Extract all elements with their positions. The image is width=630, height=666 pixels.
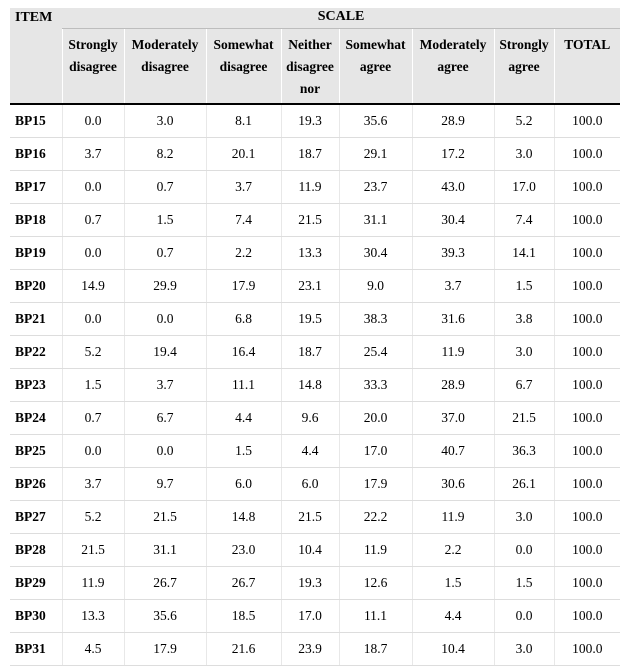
- percent-cell: 23.0: [206, 534, 281, 567]
- total-cell: 100.0: [554, 369, 620, 402]
- total-cell: 100.0: [554, 303, 620, 336]
- percent-cell: 17.0: [281, 600, 339, 633]
- row-item-label: BP23: [10, 369, 62, 402]
- total-cell: 100.0: [554, 501, 620, 534]
- percent-cell: 30.4: [412, 204, 494, 237]
- percent-cell: 23.9: [281, 633, 339, 666]
- percent-cell: 23.1: [281, 270, 339, 303]
- percent-cell: 22.2: [339, 501, 412, 534]
- percent-cell: 3.0: [494, 633, 554, 666]
- percent-cell: 3.7: [62, 138, 124, 171]
- percent-cell: 21.5: [281, 501, 339, 534]
- percent-cell: 10.4: [281, 534, 339, 567]
- percent-cell: 0.7: [124, 171, 206, 204]
- percent-cell: 18.5: [206, 600, 281, 633]
- percent-cell: 5.2: [62, 336, 124, 369]
- percent-cell: 31.6: [412, 303, 494, 336]
- row-item-label: BP18: [10, 204, 62, 237]
- scale-column-header: [494, 29, 554, 105]
- row-item-label: BP26: [10, 468, 62, 501]
- column-header-line: agree: [437, 59, 469, 74]
- table-row: [10, 104, 620, 138]
- row-item-label: BP29: [10, 567, 62, 600]
- percent-cell: 39.3: [412, 237, 494, 270]
- scale-column-header: [412, 29, 494, 105]
- percent-cell: 14.9: [62, 270, 124, 303]
- percent-cell: 11.1: [339, 600, 412, 633]
- percent-cell: 37.0: [412, 402, 494, 435]
- row-item-label: BP16: [10, 138, 62, 171]
- total-cell: 100.0: [554, 204, 620, 237]
- table-row: [10, 237, 620, 270]
- table-body: [10, 104, 620, 666]
- table-row: [10, 402, 620, 435]
- total-cell: 100.0: [554, 633, 620, 666]
- percent-cell: 8.1: [206, 104, 281, 138]
- column-header-line: disagree: [141, 59, 189, 74]
- percent-cell: 30.6: [412, 468, 494, 501]
- percent-cell: 0.0: [124, 303, 206, 336]
- row-item-label: BP20: [10, 270, 62, 303]
- percent-cell: 1.5: [494, 270, 554, 303]
- column-header-line: Somewhat: [213, 37, 274, 52]
- percent-cell: 14.8: [281, 369, 339, 402]
- percent-cell: 0.7: [62, 402, 124, 435]
- column-header-line: Neither: [288, 37, 332, 52]
- percent-cell: 2.2: [412, 534, 494, 567]
- row-item-label: BP22: [10, 336, 62, 369]
- table-row: [10, 303, 620, 336]
- percent-cell: 17.0: [494, 171, 554, 204]
- percent-cell: 1.5: [62, 369, 124, 402]
- column-header-line: Strongly: [499, 37, 549, 52]
- percent-cell: 3.7: [62, 468, 124, 501]
- row-item-label: BP17: [10, 171, 62, 204]
- table-row: [10, 435, 620, 468]
- table-row: [10, 600, 620, 633]
- table-row: [10, 369, 620, 402]
- percent-cell: 2.2: [206, 237, 281, 270]
- item-column-header: ITEM: [10, 8, 62, 104]
- percent-cell: 4.4: [412, 600, 494, 633]
- percent-cell: 0.0: [124, 435, 206, 468]
- percent-cell: 10.4: [412, 633, 494, 666]
- percent-cell: 0.0: [62, 237, 124, 270]
- percent-cell: 3.8: [494, 303, 554, 336]
- scale-column-header: [554, 29, 620, 105]
- percent-cell: 33.3: [339, 369, 412, 402]
- column-header-line: Strongly: [68, 37, 118, 52]
- table-row: [10, 171, 620, 204]
- percent-cell: 11.9: [281, 171, 339, 204]
- percent-cell: 17.0: [339, 435, 412, 468]
- column-header-line: nor: [299, 81, 321, 96]
- percent-cell: 5.2: [494, 104, 554, 138]
- percent-cell: 30.4: [339, 237, 412, 270]
- percent-cell: 0.0: [62, 303, 124, 336]
- percent-cell: 3.0: [494, 501, 554, 534]
- table-row: [10, 270, 620, 303]
- percent-cell: 0.0: [62, 435, 124, 468]
- percent-cell: 18.7: [281, 336, 339, 369]
- row-item-label: BP27: [10, 501, 62, 534]
- percent-cell: 40.7: [412, 435, 494, 468]
- scale-column-header: [281, 29, 339, 105]
- total-cell: 100.0: [554, 567, 620, 600]
- total-cell: 100.0: [554, 468, 620, 501]
- total-cell: 100.0: [554, 104, 620, 138]
- table-row: [10, 534, 620, 567]
- total-cell: 100.0: [554, 270, 620, 303]
- percent-cell: 26.7: [124, 567, 206, 600]
- percent-cell: 6.8: [206, 303, 281, 336]
- percent-cell: 0.7: [124, 237, 206, 270]
- percent-cell: 35.6: [124, 600, 206, 633]
- total-cell: 100.0: [554, 138, 620, 171]
- percent-cell: 17.9: [124, 633, 206, 666]
- row-item-label: BP15: [10, 104, 62, 138]
- percent-cell: 29.1: [339, 138, 412, 171]
- percent-cell: 25.4: [339, 336, 412, 369]
- scale-group-header: SCALE: [62, 8, 620, 29]
- percent-cell: 1.5: [494, 567, 554, 600]
- percent-cell: 18.7: [281, 138, 339, 171]
- percent-cell: 35.6: [339, 104, 412, 138]
- percent-cell: 19.5: [281, 303, 339, 336]
- percent-cell: 14.8: [206, 501, 281, 534]
- row-item-label: BP24: [10, 402, 62, 435]
- percent-cell: 9.6: [281, 402, 339, 435]
- percent-cell: 11.9: [62, 567, 124, 600]
- table-row: [10, 501, 620, 534]
- percent-cell: 31.1: [124, 534, 206, 567]
- percent-cell: 13.3: [62, 600, 124, 633]
- percent-cell: 21.5: [494, 402, 554, 435]
- column-header-line: agree: [359, 59, 392, 74]
- percent-cell: 16.4: [206, 336, 281, 369]
- scale-column-header: [339, 29, 412, 105]
- percent-cell: 17.9: [339, 468, 412, 501]
- scale-column-header: [62, 29, 124, 105]
- row-item-label: BP30: [10, 600, 62, 633]
- percent-cell: 11.1: [206, 369, 281, 402]
- column-header-line: Moderately: [131, 37, 199, 52]
- percent-cell: 29.9: [124, 270, 206, 303]
- row-item-label: BP25: [10, 435, 62, 468]
- percent-cell: 28.9: [412, 369, 494, 402]
- percent-cell: 6.0: [281, 468, 339, 501]
- percent-cell: 3.0: [494, 336, 554, 369]
- percent-cell: 9.0: [339, 270, 412, 303]
- percent-cell: 1.5: [206, 435, 281, 468]
- table-row: [10, 567, 620, 600]
- percent-cell: 4.5: [62, 633, 124, 666]
- total-cell: 100.0: [554, 600, 620, 633]
- row-item-label: BP28: [10, 534, 62, 567]
- percent-cell: 0.0: [494, 600, 554, 633]
- scale-column-headers: [10, 29, 620, 105]
- percent-cell: 5.2: [62, 501, 124, 534]
- percent-cell: 18.7: [339, 633, 412, 666]
- percent-cell: 20.1: [206, 138, 281, 171]
- percent-cell: 38.3: [339, 303, 412, 336]
- percent-cell: 17.2: [412, 138, 494, 171]
- percent-cell: 23.7: [339, 171, 412, 204]
- column-header-line: disagree: [219, 59, 268, 74]
- total-cell: 100.0: [554, 336, 620, 369]
- percent-cell: 26.7: [206, 567, 281, 600]
- column-header-line: TOTAL: [564, 37, 611, 52]
- scale-column-header: [206, 29, 281, 105]
- percent-cell: 26.1: [494, 468, 554, 501]
- percent-cell: 28.9: [412, 104, 494, 138]
- table-row: [10, 633, 620, 666]
- percent-cell: 43.0: [412, 171, 494, 204]
- percent-cell: 3.7: [206, 171, 281, 204]
- percent-cell: 3.0: [494, 138, 554, 171]
- percent-cell: 7.4: [206, 204, 281, 237]
- row-item-label: BP19: [10, 237, 62, 270]
- row-item-label: BP21: [10, 303, 62, 336]
- percent-cell: 14.1: [494, 237, 554, 270]
- percent-cell: 8.2: [124, 138, 206, 171]
- percent-cell: 17.9: [206, 270, 281, 303]
- percent-cell: 31.1: [339, 204, 412, 237]
- column-header-line: agree: [508, 59, 540, 74]
- table-row: [10, 336, 620, 369]
- percent-cell: 0.0: [62, 171, 124, 204]
- percent-cell: 3.0: [124, 104, 206, 138]
- table-row: [10, 138, 620, 171]
- percent-cell: 11.9: [412, 501, 494, 534]
- total-cell: 100.0: [554, 402, 620, 435]
- percent-cell: 4.4: [281, 435, 339, 468]
- column-header-line: Somewhat: [345, 37, 406, 52]
- percent-cell: 3.7: [124, 369, 206, 402]
- percent-cell: 6.7: [124, 402, 206, 435]
- percent-cell: 6.7: [494, 369, 554, 402]
- percent-cell: 0.0: [62, 104, 124, 138]
- percent-cell: 0.0: [494, 534, 554, 567]
- percent-cell: 21.5: [62, 534, 124, 567]
- scale-column-header: [124, 29, 206, 105]
- percent-cell: 21.5: [281, 204, 339, 237]
- percent-cell: 21.5: [124, 501, 206, 534]
- likert-scale-table: [10, 8, 620, 666]
- column-header-line: Moderately: [419, 37, 487, 52]
- percent-cell: 0.7: [62, 204, 124, 237]
- percent-cell: 3.7: [412, 270, 494, 303]
- percent-cell: 7.4: [494, 204, 554, 237]
- percent-cell: 13.3: [281, 237, 339, 270]
- percent-cell: 19.3: [281, 567, 339, 600]
- total-cell: 100.0: [554, 534, 620, 567]
- row-item-label: BP31: [10, 633, 62, 666]
- percent-cell: 20.0: [339, 402, 412, 435]
- column-header-line: disagree: [69, 59, 117, 74]
- percent-cell: 4.4: [206, 402, 281, 435]
- percent-cell: 21.6: [206, 633, 281, 666]
- table-row: [10, 468, 620, 501]
- data-table-container: [10, 8, 620, 666]
- percent-cell: 19.3: [281, 104, 339, 138]
- table-row: [10, 204, 620, 237]
- percent-cell: 11.9: [412, 336, 494, 369]
- percent-cell: 9.7: [124, 468, 206, 501]
- total-cell: 100.0: [554, 171, 620, 204]
- total-cell: 100.0: [554, 435, 620, 468]
- percent-cell: 1.5: [412, 567, 494, 600]
- column-header-line: disagree: [286, 59, 334, 74]
- percent-cell: 12.6: [339, 567, 412, 600]
- percent-cell: 6.0: [206, 468, 281, 501]
- percent-cell: 1.5: [124, 204, 206, 237]
- percent-cell: 11.9: [339, 534, 412, 567]
- percent-cell: 19.4: [124, 336, 206, 369]
- percent-cell: 36.3: [494, 435, 554, 468]
- total-cell: 100.0: [554, 237, 620, 270]
